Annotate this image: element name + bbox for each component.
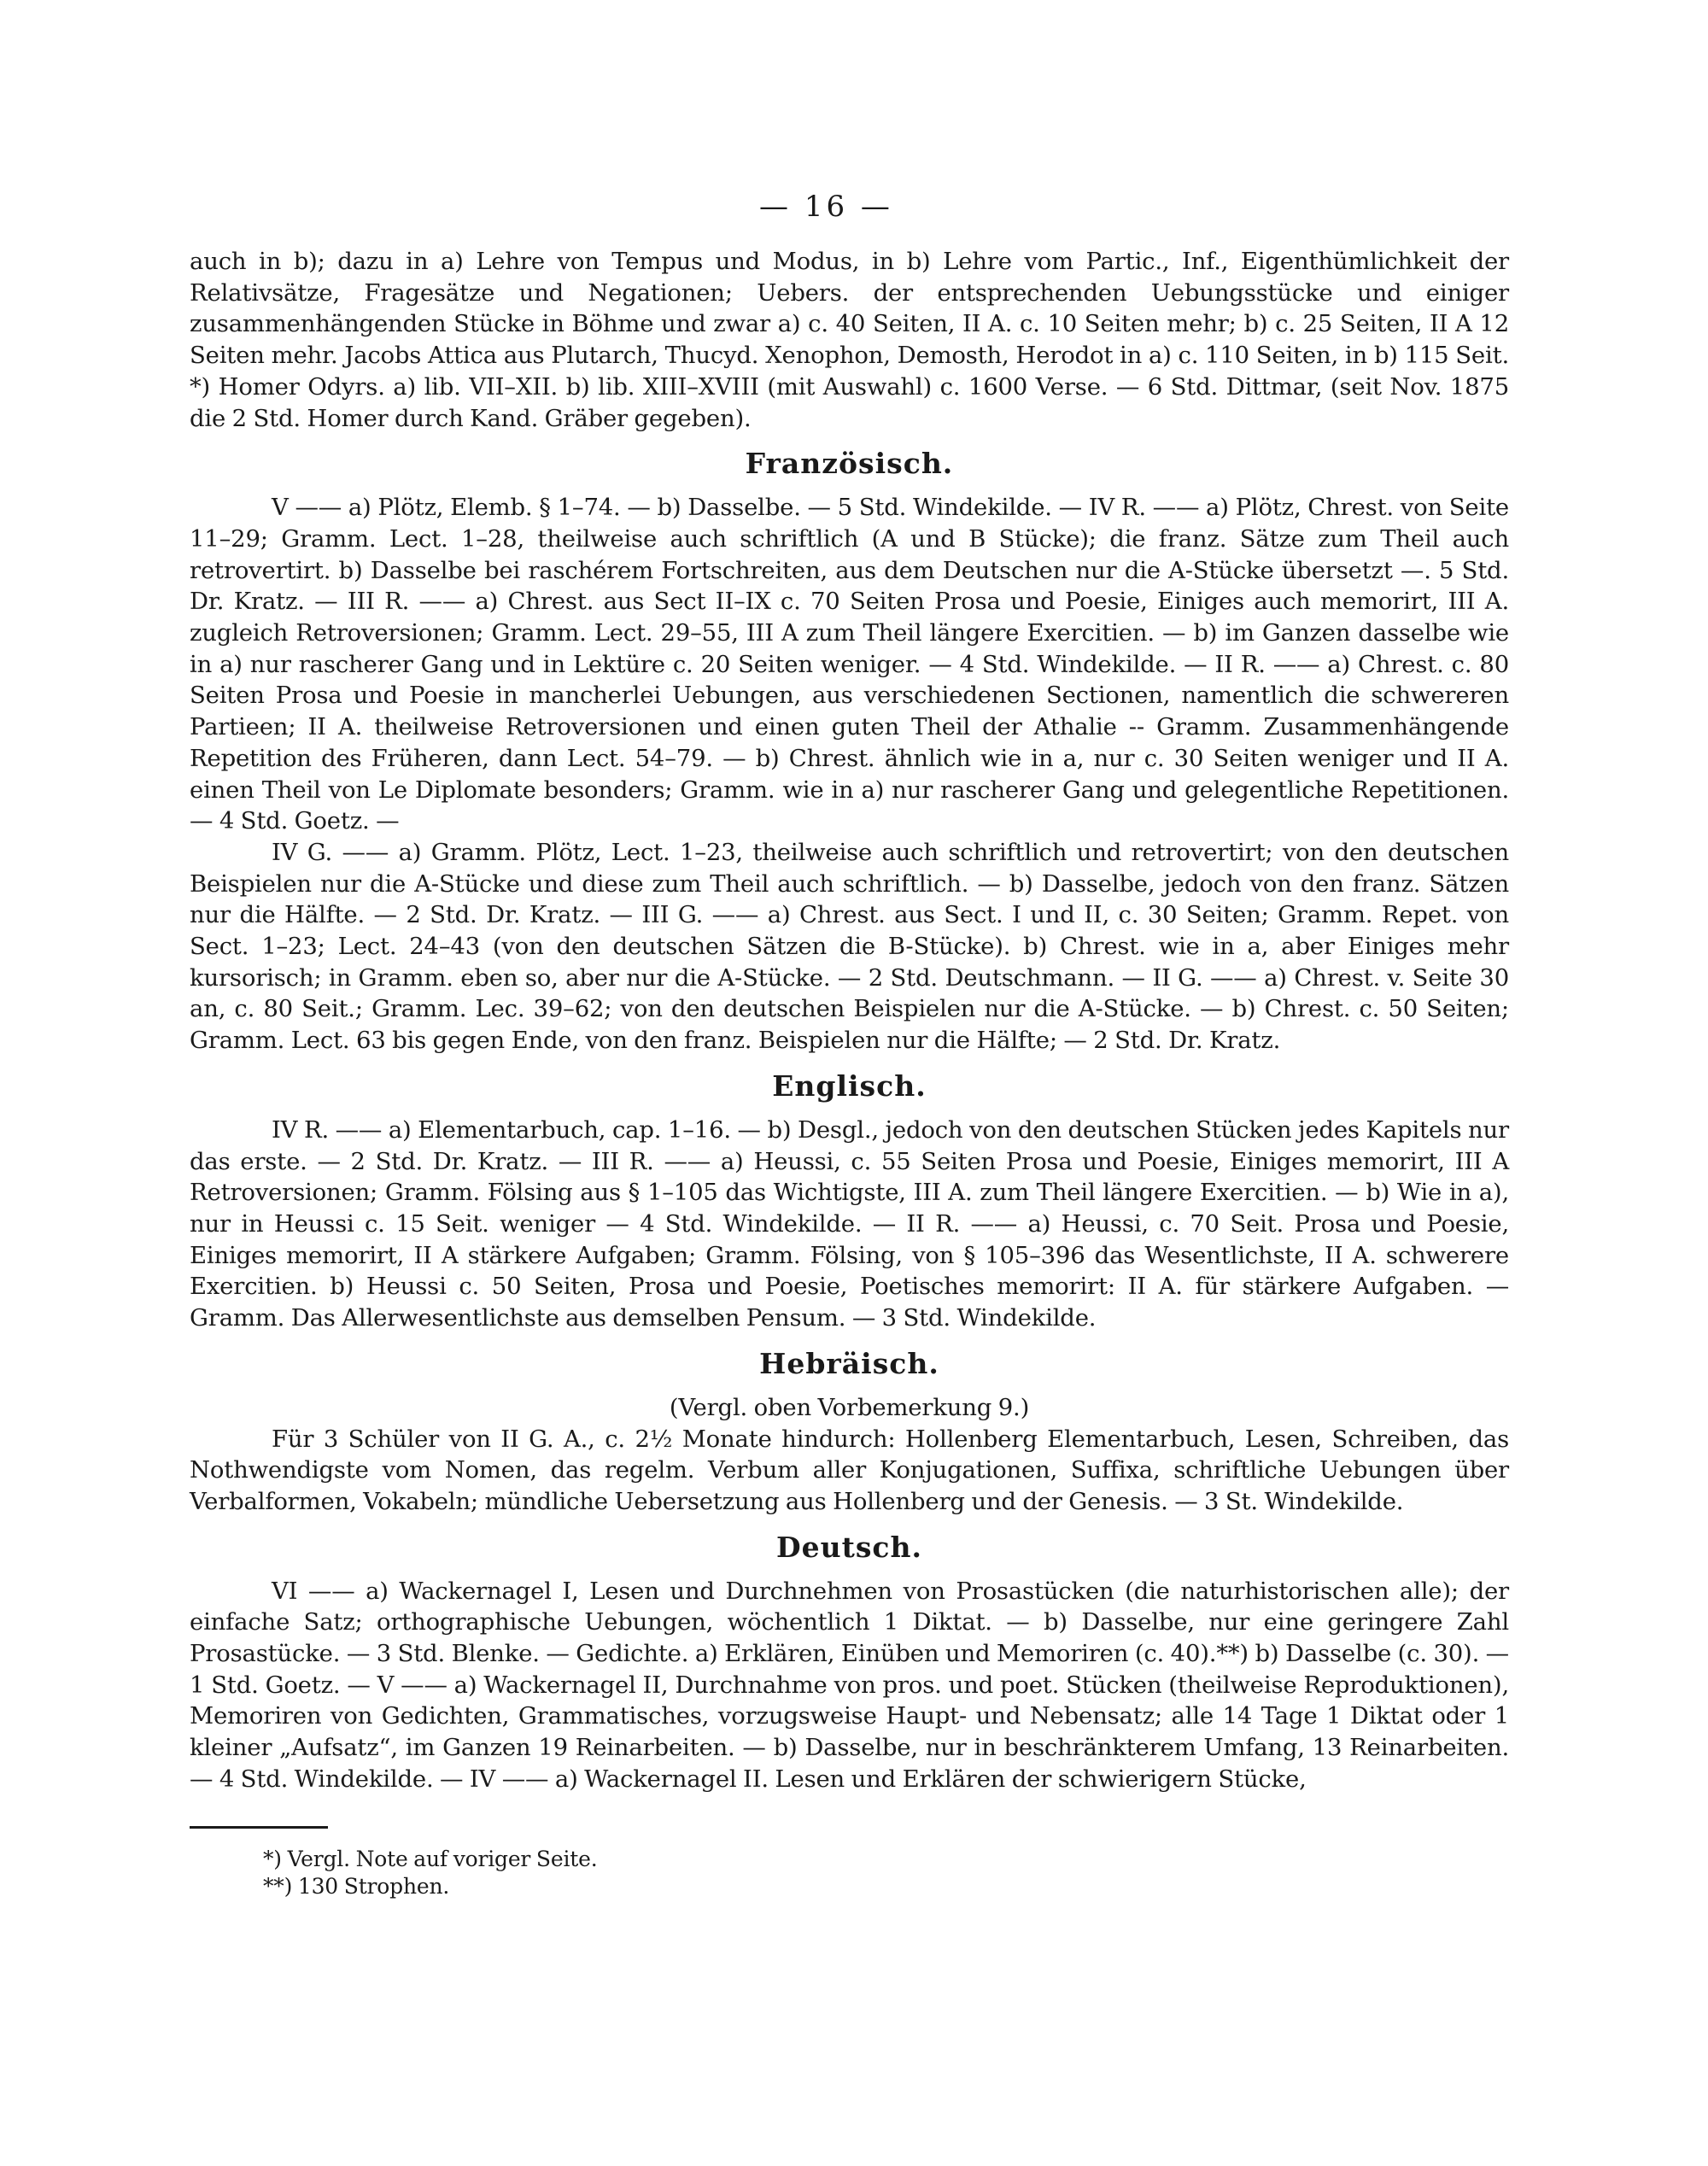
paragraph-franzoesisch-realschule: V —— a) Plötz, Elemb. § 1–74. — b) Dasselbe. — 5 Std. Windekilde. — IV R. —— a) Plötz, Chrest. von Seite 11–29; Gramm. Lect. 1–28, theilweise auch schriftlich (A und B Stücke); die franz. Sätze zum Theil auch retrovertirt. b) Dasselbe bei raschérem Fortschreiten, aus dem Deutschen nur die A-Stücke übersetzt —. 5 Std. Dr. Kratz. — III R. —— a) Chrest. aus Sect II–IX c. 70 Seiten Prosa und Poesie, Einiges auch memorirt, III A. zugleich Retroversionen; Gramm. Lect. 29–55, III A zum Theil längere Exercitien. — b) im Ganzen dasselbe wie in a) nur rascherer Gang und in Lektüre c. 20 Seiten weniger. — 4 Std. Windekilde. — II R. —— a) Chrest. c. 80 Seiten Prosa und Poesie in mancherlei Uebungen, aus verschiedenen Sectionen, namentlich die schwereren Partieen; II A. theilweise Retroversionen und einen guten Theil der Athalie -- Gramm. Zusammenhängende Repetition des Früheren, dann Lect. 54–79. — b) Chrest. ähnlich wie in a, nur c. 30 Seiten weniger und II A. einen Theil von Le Diplomate besonders; Gramm. wie in a) nur rascherer Gang und gelegentliche Repetitionen. — 4 Std. Goetz. —: [190, 494, 1509, 835]
footnote-divider: [190, 1826, 328, 1829]
page-number: — 16 —: [759, 190, 893, 224]
body-text: [190, 246, 1509, 1900]
paragraph-hebraeisch: Für 3 Schüler von II G. A., c. 2½ Monate hindurch: Hollenberg Elementarbuch, Lesen, Schreiben, das Nothwendigste vom Nomen, das regelm. Verbum aller Konjugationen, Suffixa, schriftliche Uebungen über Verbalformen, Vokabeln; mündliche Uebersetzung aus Hollenberg und der Genesis. — 3 St. Windekilde.: [190, 1425, 1509, 1515]
paragraph-englisch: IV R. —— a) Elementarbuch, cap. 1–16. — b) Desgl., jedoch von den deutschen Stücken jedes Kapitels nur das erste. — 2 Std. Dr. Kratz. — III R. —— a) Heussi, c. 55 Seiten Prosa und Poesie, Einiges memorirt, III A Retroversionen; Gramm. Fölsing aus § 1–105 das Wichtigste, III A. zum Theil längere Exercitien. — b) Wie in a), nur in Heussi c. 15 Seit. weniger — 4 Std. Windekilde. — II R. —— a) Heussi, c. 70 Seit. Prosa und Poesie, Einiges memorirt, II A stärkere Aufgaben; Gramm. Fölsing, von § 105–396 das Wesentlichste, II A. schwerere Exercitien. b) Heussi c. 50 Seiten, Prosa und Poesie, Poetisches memorirt: II A. für stärkere Aufgaben. — Gramm. Das Allerwesentlichste aus demselben Pensum. — 3 Std. Windekilde.: [190, 1115, 1509, 1332]
paragraph-greek-continuation: auch in b); dazu in a) Lehre von Tempus und Modus, in b) Lehre vom Partic., Inf., Eigenthümlichkeit der Relativsätze, Fragesätze und Negationen; Uebers. der entsprechenden Uebungsstücke und einiger zusammenhängenden Stücke in Böhme und zwar a) c. 40 Seiten, II A. c. 10 Seiten mehr; b) c. 25 Seiten, II A 12 Seiten mehr. Jacobs Attica aus Plutarch, Thucyd. Xenophon, Demosth, Herodot in a) c. 110 Seiten, in b) 115 Seit. *) Homer Odyrs. a) lib. VII–XII. b) lib. XIII–XVIII (mit Auswahl) c. 1600 Verse. — 6 Std. Dittmar, (seit Nov. 1875 die 2 Std. Homer durch Kand. Gräber gegeben).: [190, 248, 1509, 432]
note-vorbemerkung: (Vergl. oben Vorbemerkung 9.): [669, 1393, 1030, 1421]
paragraph-franzoesisch-gymnasium: IV G. —— a) Gramm. Plötz, Lect. 1–23, theilweise auch schriftlich und retrovertirt; von den deutschen Beispielen nur die A-Stücke und diese zum Theil auch schriftlich. — b) Dasselbe, jedoch von den franz. Sätzen nur die Hälfte. — 2 Std. Dr. Kratz. — III G. —— a) Chrest. aus Sect. I und II, c. 30 Seiten; Gramm. Repet. von Sect. 1–23; Lect. 24–43 (von den deutschen Sätzen die B-Stücke). b) Chrest. wie in a, aber Einiges mehr kursorisch; in Gramm. eben so, aber nur die A-Stücke. — 2 Std. Deutschmann. — II G. —— a) Chrest. v. Seite 30 an, c. 80 Seit.; Gramm. Lec. 39–62; von den deutschen Beispielen nur die A-Stücke. — b) Chrest. c. 50 Seiten; Gramm. Lect. 63 bis gegen Ende, von den franz. Beispielen nur die Hälfte; — 2 Std. Dr. Kratz.: [190, 838, 1509, 1055]
heading-hebraeisch: Hebräisch.: [759, 1346, 939, 1380]
paragraph-deutsch: VI —— a) Wackernagel I, Lesen und Durchnehmen von Prosastücken (die naturhistorischen alle); der einfache Satz; orthographische Uebungen, wöchentlich 1 Diktat. — b) Dasselbe, nur eine geringere Zahl Prosastücke. — 3 Std. Blenke. — Gedichte. a) Erklären, Einüben und Memoriren (c. 40).**) b) Dasselbe (c. 30). — 1 Std. Goetz. — V —— a) Wackernagel II, Durchnahme von pros. und poet. Stücken (theilweise Reproduktionen), Memoriren von Gedichten, Grammatisches, vorzugsweise Haupt- und Nebensatz; alle 14 Tage 1 Diktat oder 1 kleiner „Aufsatz“, im Ganzen 19 Reinarbeiten. — b) Dasselbe, nur in beschränkterem Umfang, 13 Reinarbeiten. — 4 Std. Windekilde. — IV —— a) Wackernagel II. Lesen und Erklären der schwierigern Stücke,: [190, 1577, 1509, 1793]
heading-englisch: Englisch.: [772, 1068, 927, 1103]
heading-franzoesisch: Französisch.: [745, 447, 954, 481]
footnote-2: **) 130 Strophen.: [263, 1873, 450, 1899]
footnote-1: *) Vergl. Note auf voriger Seite.: [263, 1846, 598, 1871]
heading-deutsch: Deutsch.: [775, 1530, 922, 1564]
